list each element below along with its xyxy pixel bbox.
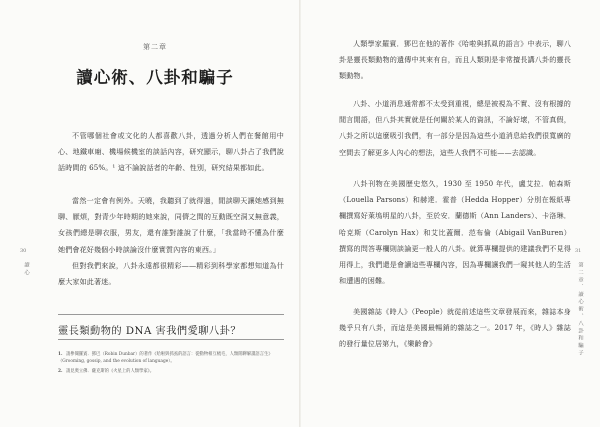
right-paragraph-3: 八卦刊物在美國歷史悠久，1930 至 1950 年代，盧艾拉．帕森斯（Louella Parsons）和赫達．霍普（Hedda Hopper）分別在報紙專欄撰寫好萊塢明星的八卦，至於安．蘭德斯（Ann Landers）、卡洛琳．哈克斯（Carolyn Hax）和艾比蓋爾．范布倫（Abigail VanBuren）撰寫的問答專欄則談論更一般人的八卦。就算專欄提供的建議我們不見得用得上，我們還是會讀這些專欄內容，因為專欄讓我們一窺其他人的生活和遭遇的困難。 xyxy=(339,179,571,286)
section-subheading: 靈長類動物的 DNA 害我們愛聊八卦？ xyxy=(58,326,242,337)
chapter-label: 第二章 xyxy=(143,43,167,51)
left-paragraph-3: 但對我們來說，八卦永遠都很精彩——精彩到科學家都想知道為什麼大家如此著迷。 xyxy=(58,261,284,287)
footnote-number: 1. xyxy=(58,352,63,357)
running-head-right: 第二章．讀心術、八卦和騙子 xyxy=(577,262,583,357)
subheading-rule-bottom xyxy=(58,339,284,340)
footnote-number: 2. xyxy=(58,369,63,374)
right-paragraph-1: 人類學家羅賓．鄧巴在他的著作《哈啦與抓虱的語言》中表示，聊八卦是靈長類動物的遺傳中其來有自，而且人類則是非常擅長講八卦的靈長類動物。 xyxy=(339,39,571,81)
footnote-1 xyxy=(58,351,284,365)
left-paragraph-1: 不管哪個社會或文化的人都喜歡八卦，透過分析人們在餐館用中心、地鐵車廂、機場候機室的談話內容，研究顯示，聊八卦占了我們說話時間的 65%。¹ 這不論說話者的年齡、性別，研究結果都如此。 xyxy=(58,131,284,173)
right-paragraph-4: 美國雜誌《時人》（People）就從前述這些文章發展而來，雜誌本身幾乎只有八卦，而這是美國最暢銷的雜誌之一。2017 年，《時人》雜誌的發行量位居第九，《樂齡會》 xyxy=(339,307,571,349)
footnote-text: 請參閱羅賓．鄧巴（Robin Dunbar）的著作《哈啦與抓虱的語言：從動物相互梳毛，人類閒聊解讀語言生》（Grooming, gossip, and the evolution of language）。 xyxy=(58,352,273,364)
right-paragraph-2: 八卦、小道消息通常都不太受到重視，總是被視為不實、沒有根據的閒言閒語，但八卦其實就是任何關於某人的資訊，不論好壞，不管真假，八卦之所以這麼吸引我們，有一部分是因為這些小道消息給我們很寬廣的空間去了解更多人內心的想法，這些人我們不可能——去認識。 xyxy=(339,99,571,157)
running-head-left: 讀心 xyxy=(23,262,29,277)
left-paragraph-2: 當然一定會有例外。天曉，我聽到了就得過，閒談聊天讓她感到無聊、厭煩，對青少年時期的她來說，同儕之間的互動既空洞又無意義，女孩們總是聊衣服，男友，還有誰對誰說了什麼，「我當時不懂為什麼她們會花好幾個小時談論沒什麼實質內容的東西。」 xyxy=(58,196,284,254)
footnote-2 xyxy=(58,368,284,375)
chapter-title: 讀心術、八卦和騙子 xyxy=(76,68,234,87)
left-page xyxy=(0,0,299,427)
right-page xyxy=(301,0,600,427)
subheading-rule-top xyxy=(58,314,284,315)
page-number-left: 30 xyxy=(20,248,27,254)
footnote-text: 請見奧立佛．薩克斯的《火星上的人類學家》。 xyxy=(66,369,155,374)
page-number-right: 31 xyxy=(575,248,582,254)
